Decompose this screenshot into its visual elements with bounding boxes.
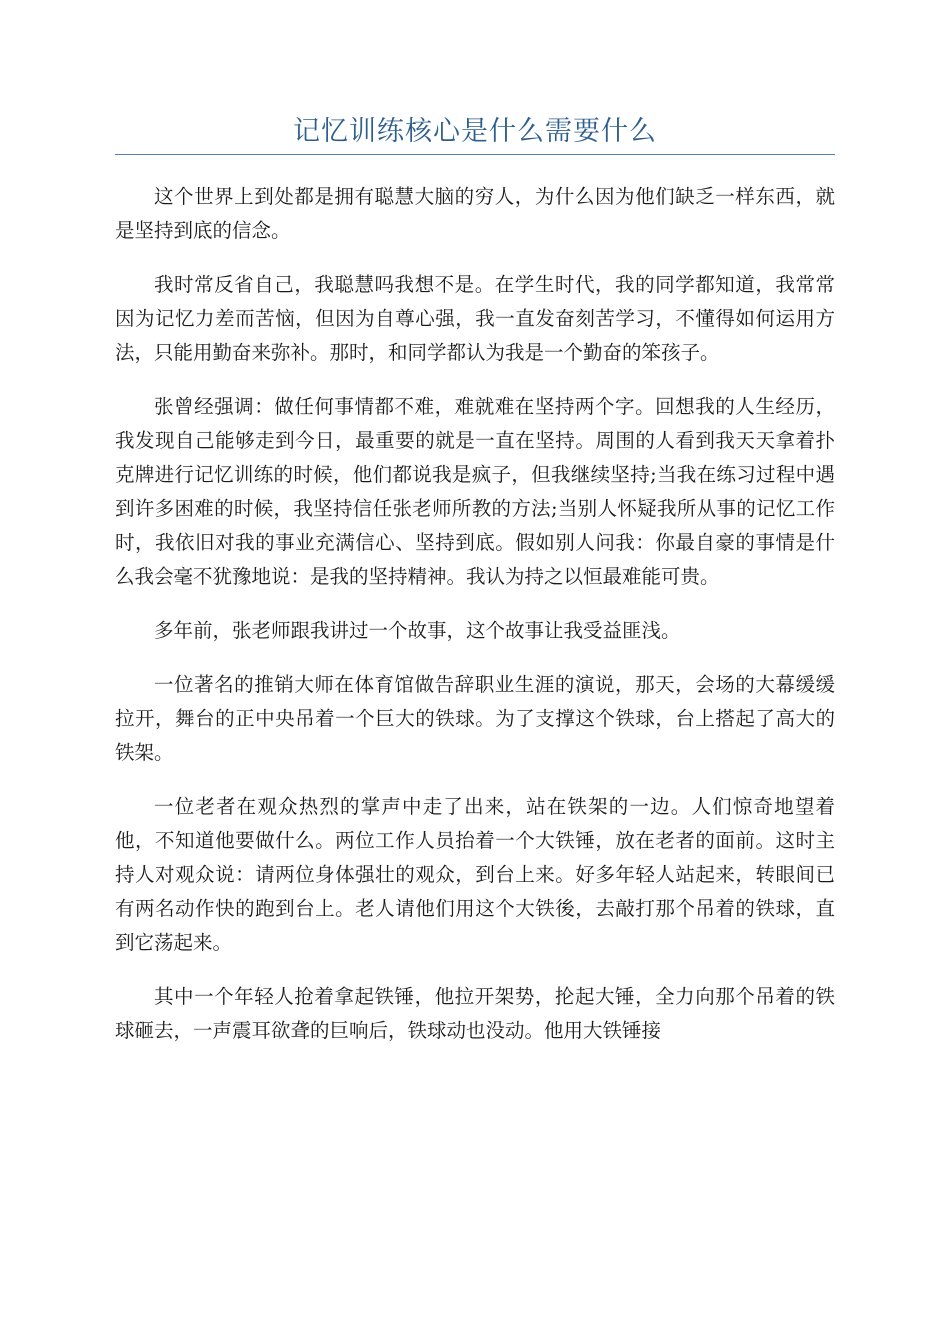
paragraph-2: 我时常反省自己，我聪慧吗我想不是。在学生时代，我的同学都知道，我常常因为记忆力差而苦恼，但因为自尊心强，我一直发奋刻苦学习，不懂得如何运用方法，只能用勤奋来弥补。那时，和同学都认为我是一个勤奋的笨孩子。: [115, 273, 835, 364]
paragraph-7: 其中一个年轻人抢着拿起铁锤，他拉开架势，抡起大锤，全力向那个吊着的铁球砸去，一声震耳欲聋的巨响后，铁球动也没动。他用大铁锤接: [115, 985, 835, 1042]
paragraph-1: 这个世界上到处都是拥有聪慧大脑的穷人，为什么因为他们缺乏一样东西，就是坚持到底的信念。: [115, 185, 835, 242]
document-title: 记忆训练核心是什么需要什么: [293, 116, 657, 147]
title-underline: [115, 154, 835, 155]
paragraph-3: 张曾经强调：做任何事情都不难，难就难在坚持两个字。回想我的人生经历，我发现自己能够走到今日，最重要的就是一直在坚持。周围的人看到我天天拿着扑克牌进行记忆训练的时候，他们都说我是疯子，但我继续坚持;当我在练习过程中遇到许多困难的时候，我坚持信任张老师所教的方法;当别人怀疑我所从事的记忆工作时，我依旧对我的事业充满信心、坚持到底。假如别人问我：你最自豪的事情是什么我会毫不犹豫地说：是我的坚持精神。我认为持之以恒最难能可贵。: [115, 395, 835, 588]
document-body: [115, 180, 835, 1068]
paragraph-4: 多年前，张老师跟我讲过一个故事，这个故事让我受益匪浅。: [154, 619, 681, 642]
paragraph-6: 一位老者在观众热烈的掌声中走了出来，站在铁架的一边。人们惊奇地望着他，不知道他要做什么。两位工作人员抬着一个大铁锤，放在老者的面前。这时主持人对观众说：请两位身体强壮的观众，到台上来。好多年轻人站起来，转眼间已有两名动作快的跑到台上。老人请他们用这个大铁後，去敲打那个吊着的铁球，直到它荡起来。: [115, 795, 835, 954]
paragraph-5: 一位著名的推销大师在体育馆做告辞职业生涯的演说，那天，会场的大幕缓缓拉开，舞台的正中央吊着一个巨大的铁球。为了支撑这个铁球，台上搭起了高大的铁架。: [115, 673, 835, 764]
